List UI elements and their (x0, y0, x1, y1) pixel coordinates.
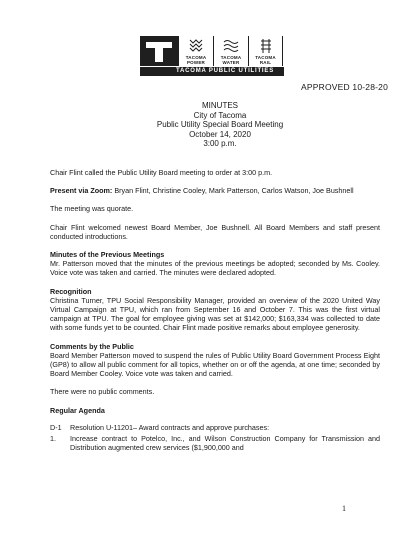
tacoma-public-utilities-logo (140, 36, 284, 76)
header-time: 3:00 p.m. (203, 139, 237, 148)
public-comments-heading: Comments by the Public (50, 341, 134, 351)
minutes-header (100, 101, 340, 149)
minutes-heading: Minutes of the Previous Meetings (50, 250, 165, 260)
quorum-paragraph: The meeting was quorate. (50, 204, 134, 214)
water-icon (223, 38, 239, 54)
recognition-section (50, 287, 380, 333)
regular-agenda-heading (50, 406, 380, 415)
public-comments-section (50, 342, 380, 379)
agenda-subitem-1 (50, 434, 380, 452)
minutes-title: MINUTES (202, 101, 238, 110)
logo-cell-power-label: TACOMA POWER (185, 55, 207, 65)
present-names: Bryan Flint, Christine Cooley, Mark Patterson, Carlos Watson, Joe Bushnell (114, 186, 354, 196)
regular-agenda-label: Regular Agenda (50, 405, 105, 415)
call-to-order-paragraph: Chair Flint called the Public Utility Board meeting to order at 3:00 p.m. (50, 168, 273, 177)
logo-cell-rail-label: TACOMA RAIL (255, 55, 276, 65)
logo-banner: TACOMA PUBLIC UTILITIES (140, 67, 284, 76)
minutes-body (50, 168, 380, 452)
logo-cell-power (178, 36, 213, 66)
agenda-item-d1-number: D-1 (50, 422, 62, 432)
agenda-item-d1 (50, 423, 380, 432)
agenda-subitem-1-text: Increase contract to Potelco, Inc., and Wilson Construction Company for Transmission and Distribution augmented crew services ($1,900,000 and (70, 434, 380, 453)
logo-cell-water-label: TACOMA WATER (220, 55, 242, 65)
recognition-heading: Recognition (50, 286, 92, 296)
recognition-text: Christina Turner, TPU Social Responsibility Manager, provided an overview of the 2020 United Way Virtual Campaign at TPU, which ran from September 16 and October 7. This was the first virtual campaign at TPU. The goal for employee giving was set at $142,000; $163,334 was collected to date with some funds yet to be counted. Chair Flint made positive remarks about employee generosity. (50, 295, 380, 333)
public-comments-text: Board Member Patterson moved to suspend the rules of Public Utility Board Government Process Eight (GP8) to allow all public comment for all topics, whether on or off the agenda, at one time; seconded by Board Member Cooley. Voice vote was taken and carried. (50, 350, 380, 379)
present-paragraph (50, 186, 380, 195)
logo-cell-water (213, 36, 248, 66)
power-icon (188, 38, 204, 54)
present-label: Present via Zoom: (50, 186, 113, 196)
minutes-text: Mr. Patterson moved that the minutes of the previous meetings be adopted; seconded by Ms. Cooley. Voice vote was taken and carried. The minutes were declared adopted. (50, 259, 380, 278)
header-meeting: Public Utility Special Board Meeting (156, 120, 284, 129)
welcome-paragraph: Chair Flint welcomed newest Board Member, Joe Bushnell. All Board Members and staff present conducted introductions. (50, 222, 380, 241)
header-city: City of Tacoma (193, 110, 247, 120)
t-logo-icon (140, 36, 178, 66)
no-comments-paragraph: There were no public comments. (50, 387, 155, 397)
minutes-section (50, 250, 380, 278)
agenda-item-d1-text: Resolution U-11201– Award contracts and approve purchases: (70, 422, 270, 432)
page-number: 1 (342, 504, 346, 513)
rail-icon (258, 38, 274, 54)
agenda-subitem-1-number: 1. (50, 434, 56, 444)
logo-cell-rail (248, 36, 283, 66)
approved-stamp: APPROVED 10-28-20 (301, 82, 389, 92)
header-date: October 14, 2020 (189, 129, 251, 139)
